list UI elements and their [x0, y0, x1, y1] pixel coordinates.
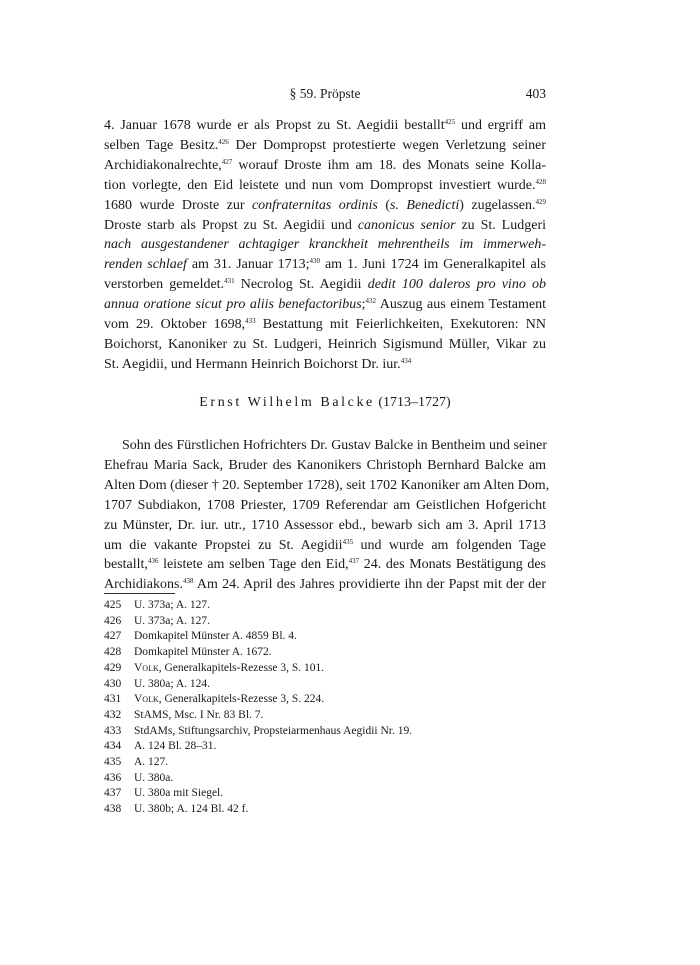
footnote: 432 StAMS, Msc. I Nr. 83 Bl. 7. [104, 708, 264, 721]
footnote: 430 U. 380a; A. 124. [104, 677, 211, 690]
footnote: 425 U. 373a; A. 127. [104, 599, 211, 611]
body-paragraph-2: Sohn des Fürstlichen Hofrichters Dr. Gustav Balcke in Bentheim und seiner Ehefrau Maria Sack, Bruder des Kanonikers Christoph Bernhard Balcke am Alten Dom (dieser † 20. September 1728), seit 1702 Kanoniker am Alten Dom, 1707 Subdiakon, 1708 Priester, 1709 Referendar am Geistlichen Hofgericht zu Münster, Dr. iur. utr., 1710 Assessor ebd., bewarb sich am 3. April 1713 um die vakante Propstei zu St. Aegidii$^{435}$ und wurde am folgenden Tage bestallt,$^{436}$ leistete am selben Tage den Eid,$^{437}$ 24. des Monats Bestätigung des Archidiakons.$^{438}$ Am 24. April des Jahres providierte ihn der Papst mit der der [104, 438, 550, 593]
footnote: 429 Volk, Generalkapitels-Rezesse 3, S. 101. [104, 661, 325, 674]
footnote: 436 U. 380a. [104, 771, 174, 784]
footnote-separator [104, 593, 175, 594]
footnote: 431 Volk, Generalkapitels-Rezesse 3, S. 224. [104, 693, 325, 706]
footnote: 435 A. 127. [104, 756, 169, 769]
footnote: 434 A. 124 Bl. 28–31. [104, 740, 217, 753]
heading-years: (1713–1727) [378, 395, 451, 410]
running-header [104, 86, 546, 106]
footnote: 427 Domkapitel Münster A. 4859 Bl. 4. [104, 630, 297, 643]
page-number: 403 [525, 86, 546, 101]
footnote: 428 Domkapitel Münster A. 1672. [104, 646, 272, 659]
footnotes [104, 598, 546, 818]
footnote: 433 StdAMs, Stiftungsarchiv, Propsteiarmenhaus Aegidii Nr. 19. [104, 724, 413, 737]
body-paragraph-1: 4. Januar 1678 wurde er als Propst zu St. Aegidii bestallt$^{425}$ und ergriff am selben Tage Besitz.$^{426}$ Der Dompropst protestierte wegen Verletzung seiner Archidiakonalrechte,$^{427}$ worauf Droste ihm am 18. des Monats seine Kolla- tion vorlegte, den Eid leistete und nun vom Dompropst investiert wurde.$^{428}$ 1680 wurde Droste zur confraternitas ordinis (s. Benedicti) zugelassen.$^{429}$ Droste starb als Propst zu St. Aegidii und canonicus senior zu St. Ludgeri nach ausgestandener achtagiger kranckheit mehrentheils im immerweh- renden schlaef am 31. Januar 1713;$^{430}$ am 1. Juni 1724 im Generalkapitel als verstorben gemeldet.$^{431}$ Necrolog St. Aegidii dedit 100 daleros pro vino ob annua oratione sicut pro aliis benefactoribus;$^{432}$ Auszug aus einem Testament vom 29. Oktober 1698,$^{433}$ Bestattung mit Feierlichkeiten, Exekutoren: NN Boichorst, Kanoniker zu St. Ludgeri, Heinrich Sigismund Müller, Vikar zu St. Aegidii, und Hermann Heinrich Boichorst Dr. iur.$^{434}$ [104, 118, 547, 372]
footnote: 426 U. 373a; A. 127. [104, 614, 211, 627]
footnote: 438 U. 380b; A. 124 Bl. 42 f. [104, 803, 249, 816]
section-heading [104, 395, 546, 411]
footnote: 437 U. 380a mit Siegel. [104, 787, 224, 800]
heading-name: Ernst Wilhelm Balcke [199, 395, 375, 410]
running-title: § 59. Pröpste [289, 86, 361, 101]
